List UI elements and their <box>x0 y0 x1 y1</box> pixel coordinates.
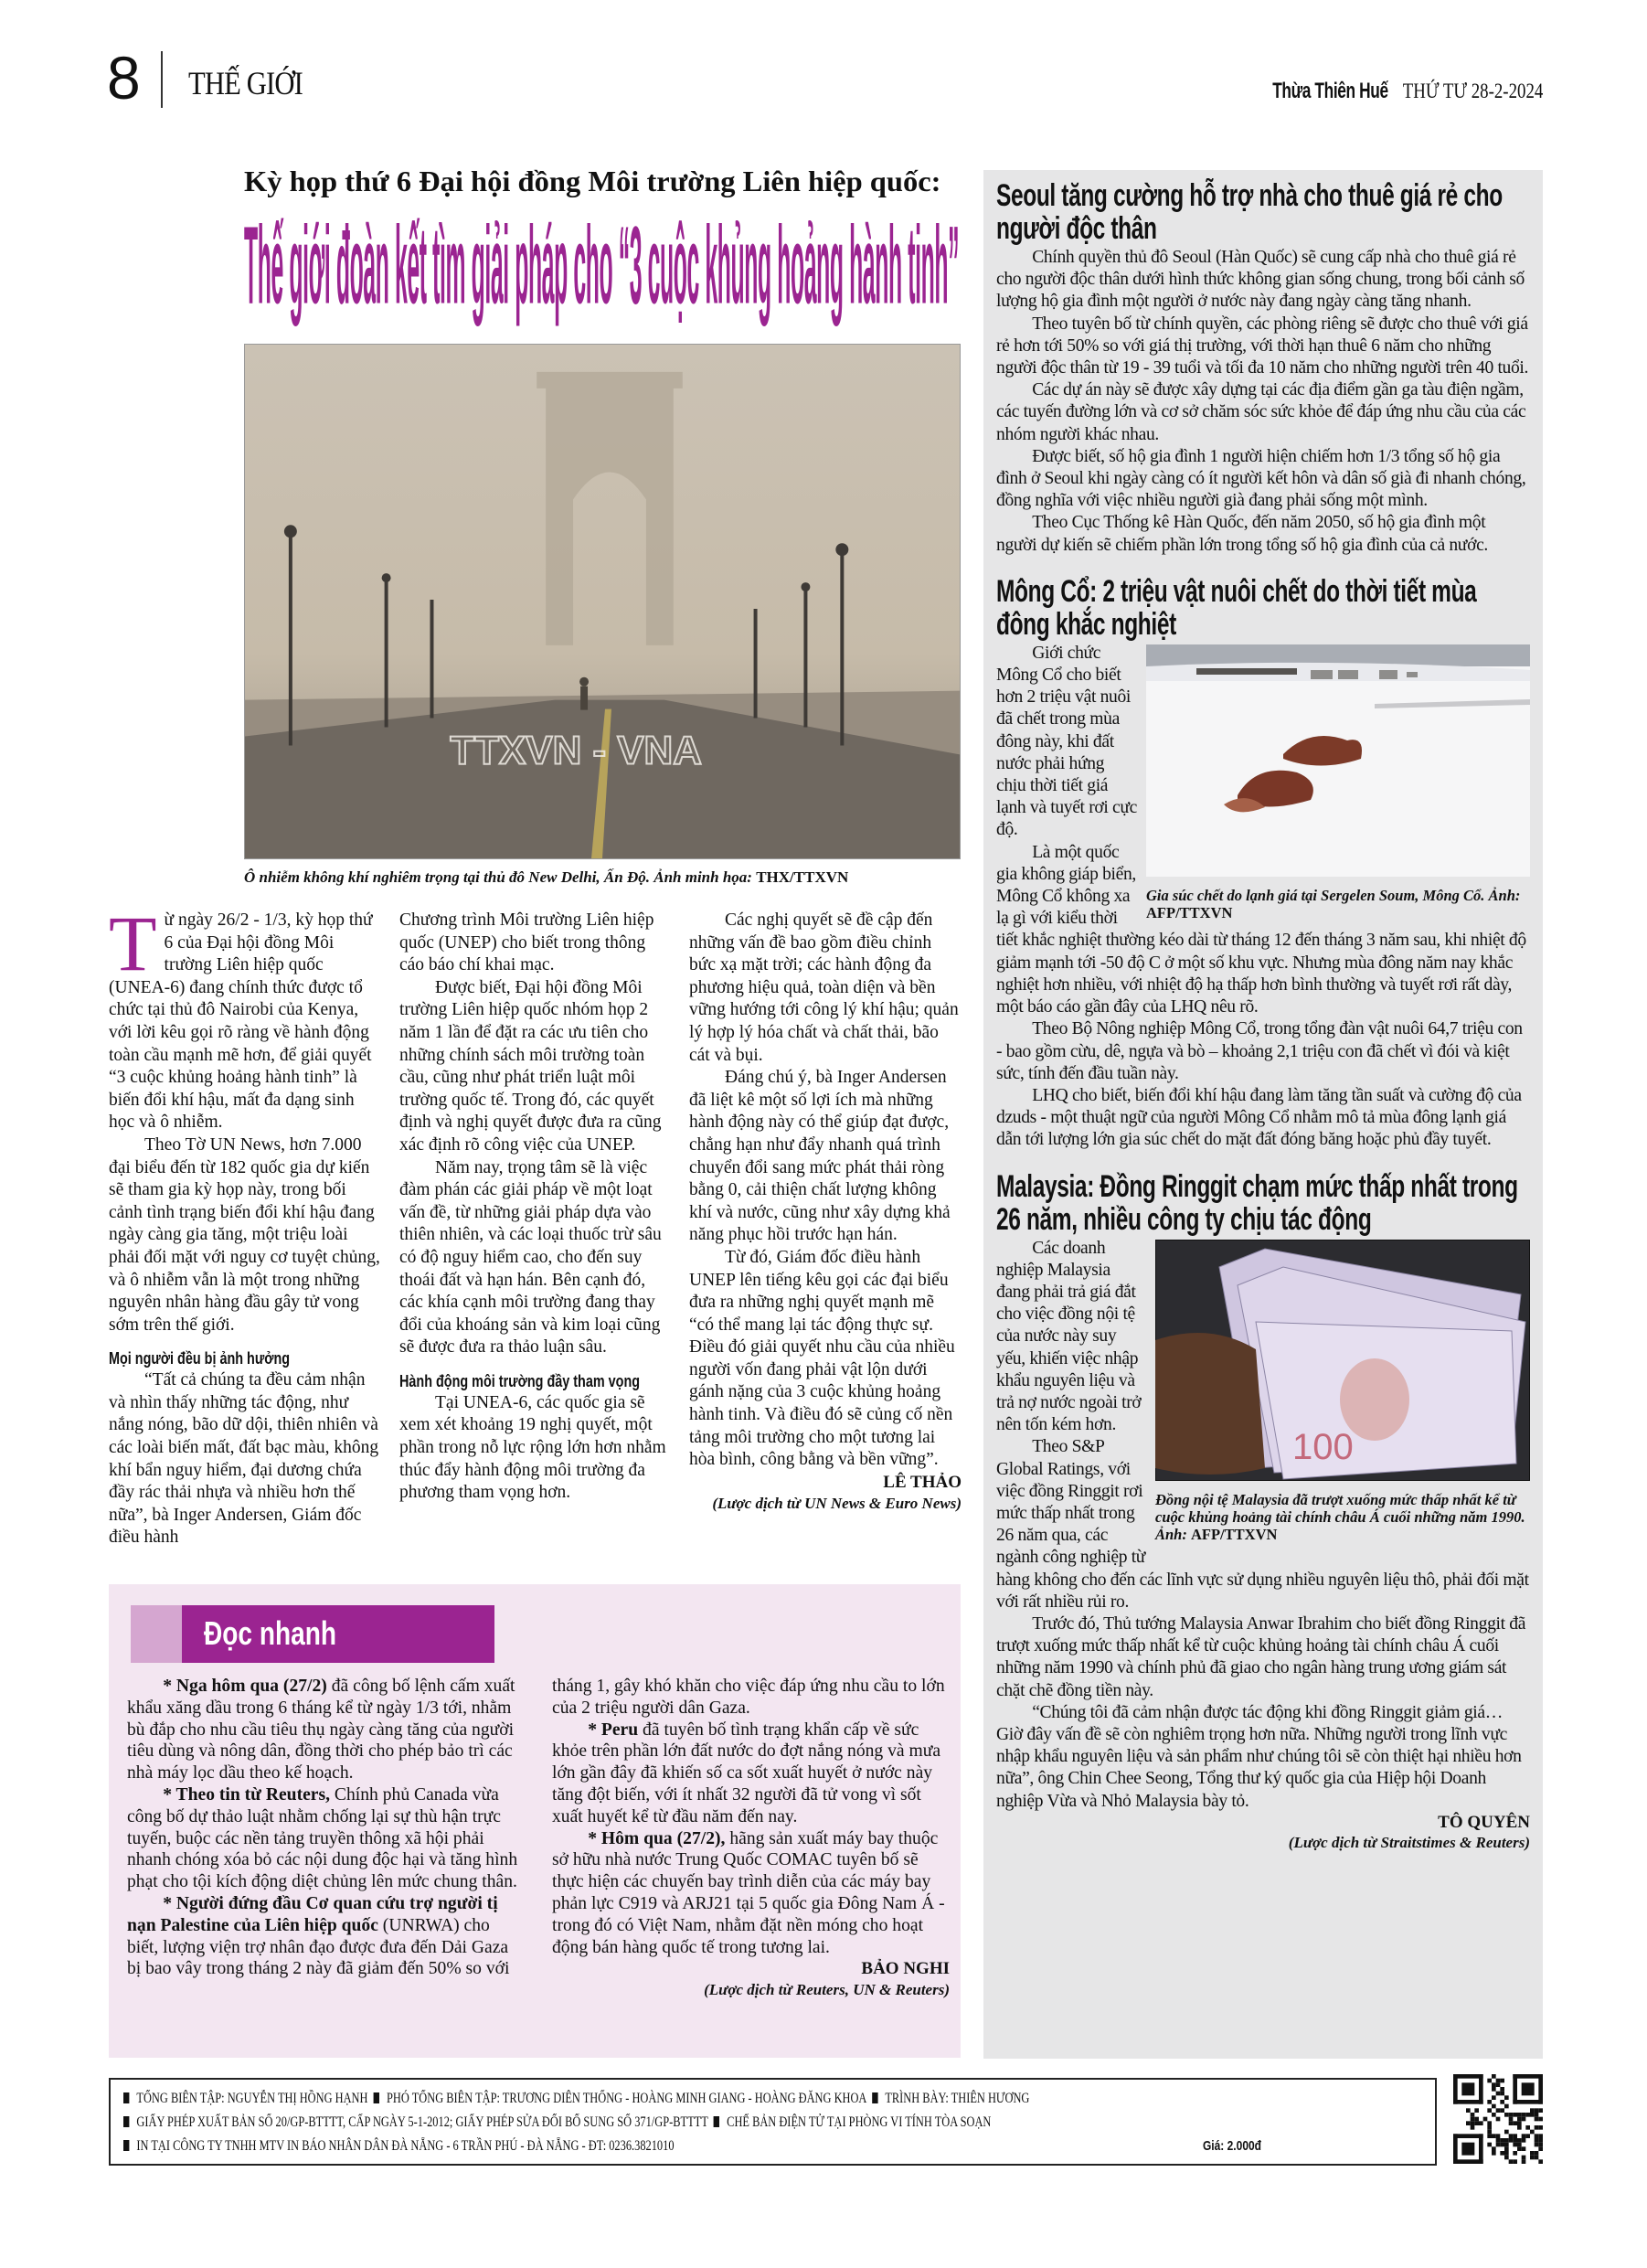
newspaper-brand: Thừa Thiên Huế <box>1272 79 1388 103</box>
qr-code[interactable] <box>1453 2073 1543 2165</box>
paragraph: Trước đó, Thủ tướng Malaysia Anwar Ibrahim cho biết đồng Ringgit đã trượt xuống mức thấp nhất kể từ cuộc khủng hoảng tài chính châu Á cuối những năm 1990 và chính phủ đã giao cho ngân hàng trung ương giám sát chặt chẽ đồng tiền này. <box>996 1613 1526 1700</box>
paragraph: Chương trình Môi trường Liên hiệp quốc (UNEP) cho biết trong thông cáo báo chí khai mạc. <box>399 910 654 975</box>
brief-item: * Người đứng đầu Cơ quan cứu trợ người tị nạn Palestine của Liên hiệp quốc (UNRWA) cho biết, lượng viện trợ nhân đạo được đưa đến Dải Gaza bị bao vây trong tháng 2 này đã giảm đến 50% so với tháng 1, gây khó khăn cho việc đáp ứng nhu cầu to lớn của 2 triệu người dân Gaza. <box>127 1677 945 1979</box>
article-title: Seoul tăng cường hỗ trợ nhà cho thuê giá rẻ cho người độc thân <box>996 178 1503 246</box>
quick-read-header <box>131 1605 494 1663</box>
malaysia-article <box>996 1170 1530 1853</box>
brief-item: * Hôm qua (27/2), hãng sản xuất máy bay thuộc sở hữu nhà nước Trung Quốc COMAC tuyên bố sẽ thực hiện các chuyến bay trình diễn của các máy bay phản lực C919 và ARJ21 tại 5 quốc gia Đông Nam Á - trong đó có Việt Nam, nhằm đặt nền móng cho hoạt động bán hàng quốc tế trong tương lai. <box>552 1828 945 1957</box>
malaysia-figure <box>1155 1240 1530 1543</box>
caption-credit: THX/TTXVN <box>756 868 849 886</box>
paragraph: Theo Tờ UN News, hơn 7.000 đại biểu đến từ 182 quốc gia dự kiến sẽ tham gia kỳ họp này, trong bối cảnh tình trạng biến đổi khí hậu đang ngày càng gia tăng, một triệu loài phải đối mặt với nguy cơ tuyệt chủng, và ô nhiễm vẫn là một trong những nguyên nhân hàng đầu gây tử vong sớm trên thế giới. <box>109 1134 380 1335</box>
price: Giá: 2.000đ <box>1202 2138 1261 2154</box>
imprint-line: GIẤY PHÉP XUẤT BẢN SỐ 20/GP-BTTTT, CẤP NGÀY 5-1-2012; GIẤY PHÉP SỬA ĐỔI BỔ SUNG SỐ 371/GP-BTTTT CHẾ BẢN ĐIỆN TỬ TẠI PHÒNG VI TÍNH TÒA SOẠN <box>123 2111 1422 2135</box>
mongolia-figure <box>1146 644 1530 921</box>
header-divider <box>161 51 163 108</box>
paragraph: “Tất cả chúng ta đều cảm nhận và nhìn thấy những tác động, như nắng nóng, bão dữ dội, thiên nhiên và các loài biến mất, đất bạc màu, không khí bẩn nguy hiểm, đại dương chứa đầy rác thải nhựa và nhiều hơn thế nữa”, bà Inger Andersen, Giám đốc điều hành <box>109 1370 379 1548</box>
paragraph: Từ ngày 26/2 - 1/3, kỳ họp thứ 6 của Đại hội đồng Môi trường Liên hiệp quốc (UNEA-6) đang chính thức được tổ chức tại thủ đô Nairobi của Kenya, với lời kêu gọi rõ ràng về hành động toàn cầu mạnh mẽ hơn, để giải quyết “3 cuộc khủng hoảng hành tinh” là biến đổi khí hậu, mất đa dạng sinh học và ô nhiễm. <box>109 910 373 1133</box>
masthead <box>1227 79 1543 104</box>
paragraph: Các nghị quyết sẽ đề cập đến những vấn đề bao gồm điều chỉnh bức xạ mặt trời; các hành động đa phương hiệu quả, toàn diện và bền vững hướng tới công lý khí hậu; quản lý hợp lý hóa chất và chất thải, bão cát và bụi. <box>689 910 959 1065</box>
drop-cap: T <box>109 910 157 987</box>
quick-read-title: Đọc nhanh <box>204 1614 337 1652</box>
paragraph: Các doanh nghiệp Malaysia đang phải trả giá đắt cho việc đồng nội tệ của nước này suy yếu, khiến việc nhập khẩu nguyên liệu và trả nợ nước ngoài trở nên tốn kém hơn. <box>996 1238 1142 1435</box>
imprint-box <box>109 2078 1437 2166</box>
article-column-3 <box>689 910 962 1568</box>
photo-caption <box>244 868 961 887</box>
brief-item: * Nga hôm qua (27/2) đã công bố lệnh cấm xuất khẩu xăng dầu trong 6 tháng kể từ ngày 1/3 tới, nhằm bù đắp cho nhu cầu tiêu thụ ngày càng tăng của người tiêu dùng và nông dân, đồng thời cho phép bảo trì các nhà máy lọc dầu theo kế hoạch. <box>127 1677 515 1784</box>
source-note: (Lược dịch từ Straitstimes & Reuters) <box>1288 1833 1530 1851</box>
issue-date: THỨ TƯ 28-2-2024 <box>1402 80 1543 102</box>
paragraph: Giới chức Mông Cổ cho biết hơn 2 triệu vật nuôi đã chết trong mùa đông này, khi đất nước phải hứng chịu thời tiết giá lạnh và tuyết rơi cực độ. <box>996 643 1137 840</box>
author: BẢO NGHI <box>861 1959 950 1979</box>
paragraph: Được biết, Đại hội đồng Môi trường Liên hiệp quốc nhóm họp 2 năm 1 lần để đặt ra các ưu tiên cho những chính sách môi trường toàn cầu, cũng như phát triển luật môi trường quốc tế. Trong đó, các quyết định và nghị quyết được đưa ra cũng xác định rõ công việc của UNEP. <box>399 977 662 1155</box>
subheading: Mọi người đều bị ảnh hưởng <box>109 1349 291 1368</box>
paragraph: Theo tuyên bố từ chính quyền, các phòng riêng sẽ được cho thuê với giá rẻ hơn tới 50% so với giá thị trường, với thời hạn thuê 6 năm cho những người độc thân từ 19 - 39 tuổi và tối đa 10 năm cho những người trên 40 tuổi. <box>996 314 1529 378</box>
section-title: THẾ GIỚI <box>188 65 303 101</box>
imprint-line: TỔNG BIÊN TẬP: NGUYỄN THỊ HỒNG HẠNH PHÓ TỔNG BIÊN TẬP: TRƯƠNG DIÊN THỐNG - HOÀNG MINH GIANG - HOÀNG ĐĂNG KHOA TRÌNH BÀY: THIÊN HƯƠNG <box>123 2087 1422 2111</box>
imprint-line: IN TẠI CÔNG TY TNHH MTV IN BÁO NHÂN DÂN ĐÀ NẴNG - 6 TRẦN PHÚ - ĐÀ NẴNG - ĐT: 0236.3821010 Giá: 2.000đ <box>123 2135 1422 2158</box>
paragraph: Là một quốc gia không giáp biển, Mông Cổ không xa lạ gì với kiểu thời tiết khắc nghiệt thường kéo dài từ tháng 12 đến tháng 3 năm sau, khi nhiệt độ giảm mạnh tới -50 độ C ở một số khu vực. Nhưng mùa đông năm nay khắc nghiệt hơn nhiều, với nhiệt độ hạ thấp hơn bình thường và tuyết rơi rất dày, một báo cáo gần đây của LHQ nêu rõ. <box>996 842 1526 1017</box>
paragraph: “Chúng tôi đã cảm nhận được tác động khi đồng Ringgit giảm giá… Giờ đây vấn đề sẽ còn nghiêm trọng hơn nữa. Những người trong lĩnh vực nhập khẩu nguyên liệu và sản phẩm như chúng tôi sẽ còn thiệt hại nhiều hơn nữa”, ông Chin Chee Seong, Tổng thư ký quốc gia của Hiệp hội Doanh nghiệp Vừa và Nhỏ Malaysia bày tỏ. <box>996 1702 1522 1811</box>
banknote-denomination: 100 <box>1292 1426 1354 1467</box>
paragraph: Năm nay, trọng tâm sẽ là việc đàm phán các giải pháp về một loạt vấn đề, từ những giải pháp dựa vào thiên nhiên, và các loại thuốc trừ sâu có độ nguy hiểm cao, cho đến suy thoái đất và hạn hán. Bên cạnh đó, các khía cạnh môi trường đang thay đổi của khoáng sản và kim loại cũng sẽ được đưa ra thảo luận sâu. <box>399 1157 662 1358</box>
subheading: Hành động môi trường đầy tham vọng <box>399 1371 641 1390</box>
delhi-smog-photo <box>244 344 961 859</box>
article-title: Malaysia: Đồng Ringgit chạm mức thấp nhất trong 26 năm, nhiều công ty chịu tác động <box>996 1168 1518 1237</box>
paragraph: Theo S&P Global Ratings, với việc đồng Ringgit rơi mức thấp nhất trong 26 năm qua, các ngành công nghiệp từ hàng không cho đến các lĩnh vực sử dụng nhiều nguyên liệu thô, phải đối mặt với rất nhiều rủi ro. <box>996 1437 1529 1612</box>
source-note: (Lược dịch từ UN News & Euro News) <box>712 1495 962 1513</box>
article-column-2 <box>399 910 672 1568</box>
mongolia-article <box>996 575 1530 1152</box>
article-title: Mông Cổ: 2 triệu vật nuôi chết do thời tiết mùa đông khắc nghiệt <box>996 573 1477 642</box>
quick-read-items <box>127 1676 950 2050</box>
paragraph: Theo Bộ Nông nghiệp Mông Cổ, trong tổng đàn vật nuôi 64,7 triệu con - bao gồm cừu, dê, ngựa và bò – khoảng 2,1 triệu con đã chết vì đói và kiệt sức, tính đến đầu tuần này. <box>996 1019 1523 1083</box>
paragraph: LHQ cho biết, biến đổi khí hậu đang làm tăng tần suất và cường độ của dzuds - một thuật ngữ của người Mông Cổ nhằm mô tả mùa đông lạnh giá dẫn tới lượng lớn gia súc chết do mặt đất đóng băng hoặc phủ đầy tuyết. <box>996 1085 1522 1150</box>
photo-caption: Gia súc chết do lạnh giá tại Sergelen Soum, Mông Cổ. Ảnh: AFP/TTXVN <box>1146 886 1521 921</box>
article-column-1 <box>109 910 381 1568</box>
quick-read-box <box>109 1584 961 2058</box>
world-briefs-sidebar <box>983 170 1543 2059</box>
author: LÊ THẢO <box>883 1472 962 1492</box>
seoul-article <box>996 179 1530 557</box>
ringgit-banknotes-photo <box>1155 1240 1530 1481</box>
paragraph: Theo Cục Thống kê Hàn Quốc, đến năm 2050, số hộ gia đình một người dự kiến sẽ chiếm phần lớn trong tổng số hộ gia đình của cả nước. <box>996 513 1488 555</box>
caption-text: Ô nhiễm không khí nghiêm trọng tại thủ đô New Delhi, Ấn Độ. Ảnh minh họa: <box>244 868 752 886</box>
paragraph: Tại UNEA-6, các quốc gia sẽ xem xét khoảng 19 nghị quyết, một phần trong nỗ lực rộng lớn hơn nhằm thúc đẩy hành động môi trường đa phương tham vọng hơn. <box>399 1392 666 1503</box>
article-kicker <box>244 165 940 201</box>
source-note: (Lược dịch từ Reuters, UN & Reuters) <box>704 1981 950 1999</box>
headline-text: Thế giới đoàn kết tìm giải pháp cho “3 cuộc khủng hoảng hành tinh” <box>244 205 960 328</box>
photo-caption: Đồng nội tệ Malaysia đã trượt xuống mức thấp nhất kể từ cuộc khủng hoảng tài chính châu Á cuối những năm 1990. Ảnh: AFP/TTXVN <box>1155 1490 1525 1543</box>
paragraph: Chính quyền thủ đô Seoul (Hàn Quốc) sẽ cung cấp nhà cho thuê giá rẻ cho người độc thân dưới hình thức không gian sống chung, trong bối cảnh số lượng hộ gia đình một người ở nước này đang ngày càng tăng nhanh. <box>996 248 1525 312</box>
paragraph: Đáng chú ý, bà Inger Andersen đã liệt kê một số lợi ích mà những hành động này có thể giúp đạt được, chẳng hạn như đẩy nhanh quá trình chuyển đổi sang mức phát thải ròng bằng 0, cải thiện chất lượng không khí và nước, cũng như xây dựng khả năng phục hồi trước hạn hán. <box>689 1068 951 1245</box>
page-number: 8 <box>107 44 141 112</box>
paragraph: Từ đó, Giám đốc điều hành UNEP lên tiếng kêu gọi các đại biểu đưa ra những nghị quyết mạnh mẽ “có thể mang lại tác động thực sự. Điều đó giải quyết nhu cầu của nhiều người vốn đang phải vật lộn dưới gánh nặng của 3 cuộc khủng hoảng hành tinh. Và điều đó sẽ củng cố nền tảng môi trường cho một tương lai hòa bình, công bằng và bền vững”. <box>689 1247 955 1470</box>
photo-watermark: TTXVN - VNA <box>450 728 702 773</box>
brief-item: * Theo tin từ Reuters, Chính phủ Canada vừa công bố dự thảo luật nhằm chống lại sự thù hận trực tuyến, buộc các nền tảng truyền thông xã hội phải nhanh chóng xóa bỏ các nội dung độc hại và tăng hình phạt cho tội kích động diệt chủng lên mức chung thân. <box>127 1784 518 1892</box>
mongolia-livestock-photo <box>1146 644 1530 877</box>
author: TÔ QUYÊN <box>1438 1812 1530 1832</box>
kicker-text: Kỳ họp thứ 6 Đại hội đồng Môi trường Liên hiệp quốc: <box>244 165 941 197</box>
paragraph: Các dự án này sẽ được xây dựng tại các địa điểm gần ga tàu điện ngầm, các tuyến đường lớn và cơ sở chăm sóc sức khỏe để đáp ứng nhu cầu của các nhóm người khác nhau. <box>996 380 1526 444</box>
article-headline <box>244 205 960 329</box>
paragraph: Được biết, số hộ gia đình 1 người hiện chiếm hơn 1/3 tổng số hộ gia đình ở Seoul khi ngày càng có ít người kết hôn và dân số già đi nhanh chóng, đồng nghĩa với việc nhiều người già đang phải sống một mình. <box>996 446 1526 511</box>
brief-item: * Peru đã tuyên bố tình trạng khẩn cấp về sức khỏe trên phần lớn đất nước do đợt nắng nóng và mưa lớn gần đây đã khiến số ca sốt xuất huyết ở nước này tăng đột biến, với ít nhất 32 người đã tử vong vì sốt xuất huyết kể từ đầu năm đến nay. <box>552 1720 941 1826</box>
